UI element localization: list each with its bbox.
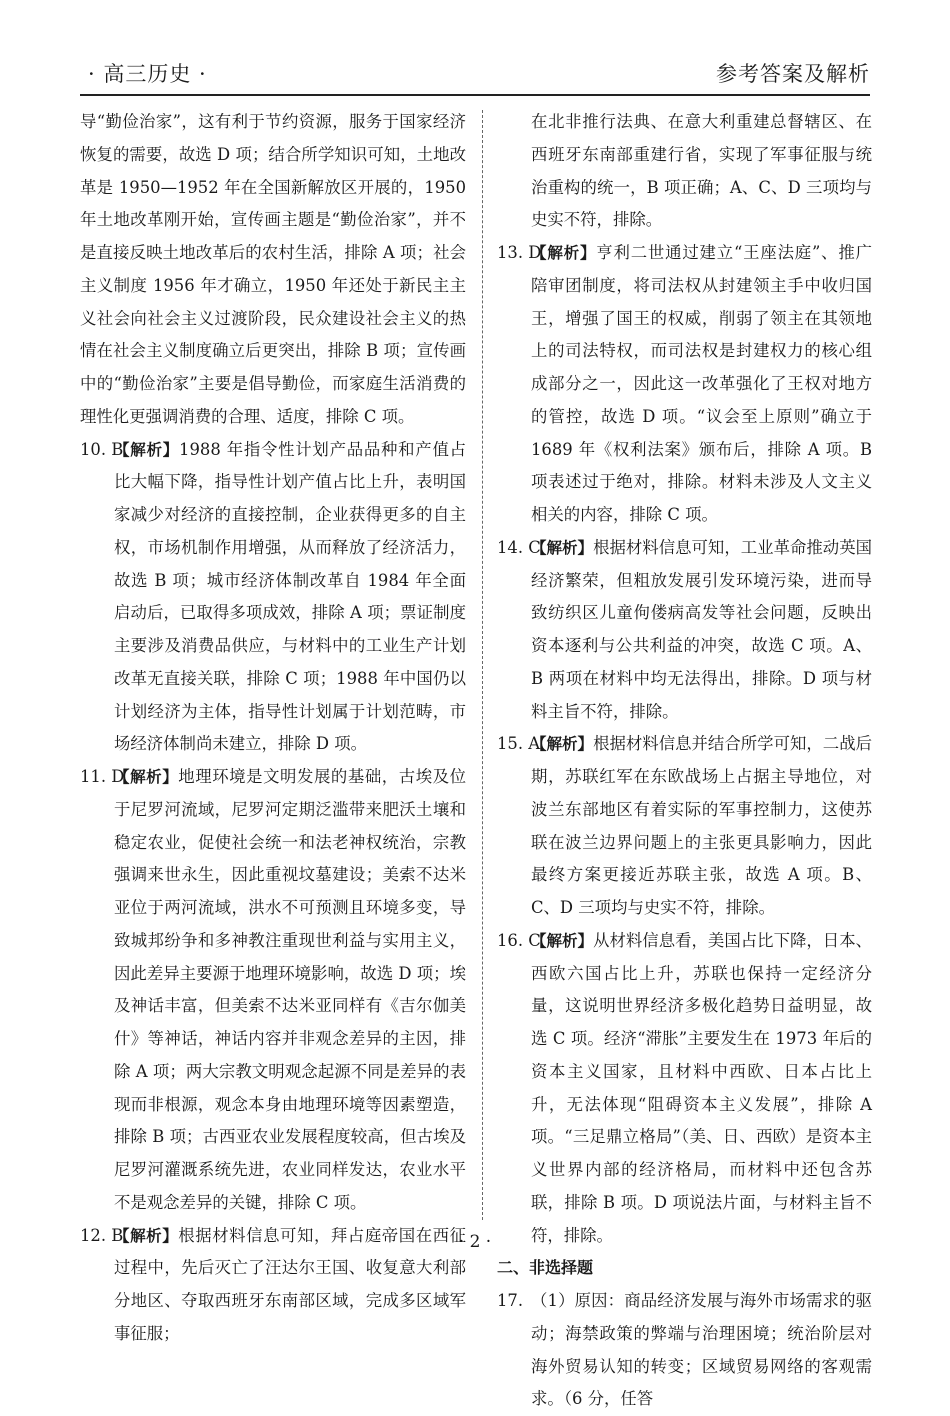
header-rule [80,94,870,96]
answer-10 [80,434,466,762]
section-title: 二、非选择题 [497,1258,594,1278]
answer-12-continuation: 在北非推行法典、在意大利重建总督辖区、在西班牙东南部重建行省，实现了军事征服与统治重构的统一，B 项正确；A、C、D 三项均与史实不符，排除。 [531,112,872,230]
analysis-text: 亨利二世通过建立“王座法庭”、推广陪审团制度，将司法权从封建领主手中收归国王，增强了国王的权威，削弱了领主在其领地上的司法特权，而司法权是封建权力的核心组成部分之一，因此这一改革强化了王权对地方的管控，故选 D 项。“议会至上原则”确立于 1689 年《权利法案》颁布后，排除 A 项。B 项表述过于绝对，排除。材料未涉及人文主义相关的内容，排除 C 项。 [531,243,872,524]
answer-16 [497,925,872,1253]
answer-17 [497,1285,872,1416]
header-subject: · 高三历史 · [88,62,207,86]
analysis-tag: 【解析】 [531,538,594,557]
answer-number: 16. C [497,930,541,950]
analysis-tag: 【解析】 [531,931,594,950]
analysis-text: 根据材料信息可知，工业革命推动英国经济繁荣，但粗放发展引发环境污染，进而导致纺织区儿童佝偻病高发等社会问题，反映出资本逐利与公共利益的冲突，故选 C 项。A、B 两项在材料中均无法得出，排除。D 项与材料主旨不符，排除。 [531,537,872,721]
right-column [497,106,872,1416]
analysis-text: 从材料信息看，美国占比下降，日本、西欧六国占比上升，苏联也保持一定经济分量，这说明世界经济多极化趋势日益明显，故选 C 项。经济“滞胀”主要发生在 1973 年后的资本主义国家，且材料中西欧、日本占比上升，无法体现“阻碍资本主义发展”，排除 A 项。“三足鼎立格局”（美、日、西欧）是资本主义世界内部的经济格局，而材料中还包含苏联，排除 B 项。D 项说法片面，与材料主旨不符，排除。 [531,930,872,1245]
analysis-text: 根据材料信息并结合所学可知，二战后期，苏联红军在东欧战场上占据主导地位，对波兰东部地区有着实际的军事控制力，这使苏联在波兰边界问题上的主张更具影响力，因此最终方案更接近苏联主张，故选 A 项。B、C、D 三项均与史实不符，排除。 [531,734,872,917]
page-header [80,58,870,92]
answer-9-continuation: 导“勤俭治家”，这有利于节约资源，服务于国家经济恢复的需要，故选 D 项；结合所学知识可知，土地改革是 1950—1952 年在全国新解放区开展的，1950 年土地改革刚开始，宣传画主题是“勤俭治家”，并不是直接反映土地改革后的农村生活，排除 A 项；社会主义制度 1956 年才确立，1950 年还处于新民主主义社会向社会主义过渡阶段，民众建设社会主义的热情在社会主义制度确立后更突出，排除 B 项；宣传画中的“勤俭治家”主要是倡导勤俭，而家庭生活消费的理性化更强调消费的合理、适度，排除 C 项。 [80,112,466,426]
analysis-tag: 【解析】 [114,1226,179,1245]
analysis-tag: 【解析】 [531,244,597,262]
answer-text: （1）原因：商品经济发展与海外市场需求的驱动；海禁政策的弊端与治理困境；统治阶层对海外贸易认知的转变；区域贸易网络的客观需求。（6 分，任答 [531,1291,872,1409]
header-title: 参考答案及解析 [716,62,870,86]
answer-number: 17. [497,1291,524,1310]
answer-number: 10. B [80,439,124,459]
analysis-tag: 【解析】 [114,768,179,786]
column-divider [482,110,483,1220]
answer-11 [80,761,466,1220]
analysis-tag: 【解析】 [531,735,594,754]
answer-number: 12. B [80,1225,124,1245]
page-number: · 2 · [458,1232,492,1252]
answer-number: 11. D [80,767,125,786]
answer-15 [497,728,872,925]
analysis-text: 地理环境是文明发展的基础，古埃及位于尼罗河流域，尼罗河定期泛滥带来肥沃土壤和稳定农业，促使社会统一和法老神权统治，宗教强调来世永生，因此重视坟墓建设；美索不达米亚位于两河流域，洪水不可预测且环境多变，导致城邦纷争和多神教注重现世利益与实用主义，因此差异主要源于地理环境影响，故选 D 项；埃及神话丰富，但美索不达米亚同样有《吉尔伽美什》等神话，神话内容并非观念差异的主因，排除 A 项；两大宗教文明观念起源不同是差异的表现而非根源，观念本身由地理环境等因素塑造，排除 B 项；古西亚农业发展程度较高，但古埃及尼罗河灌溉系统先进，农业同样发达，农业水平不是观念差异的关键，排除 C 项。 [114,767,466,1212]
analysis-tag: 【解析】 [114,440,180,459]
left-column [80,106,466,1351]
answer-14 [497,532,872,729]
answer-number: 14. C [497,537,541,557]
answer-number: 15. A [497,734,541,754]
analysis-text: 1988 年指令性计划产品品种和产值占比大幅下降，指导性计划产值占比上升，表明国家减少对经济的直接控制，企业获得更多的自主权，市场机制作用增强，从而释放了经济活力，故选 B 项；城市经济体制改革自 1984 年全面启动后，已取得多项成效，排除 A 项；票证制度主要涉及消费品供应，与材料中的工业生产计划改革无直接关联，排除 C 项；1988 年中国仍以计划经济为主体，指导性计划属于计划范畴，市场经济体制尚未建立，排除 D 项。 [114,439,466,754]
analysis-text: 根据材料信息可知，拜占庭帝国在西征过程中，先后灭亡了汪达尔王国、收复意大利部分地区、夺取西班牙东南部区域，完成多区域军事征服； [114,1225,466,1343]
answer-13 [497,237,872,532]
answer-number: 13. D [497,243,542,262]
